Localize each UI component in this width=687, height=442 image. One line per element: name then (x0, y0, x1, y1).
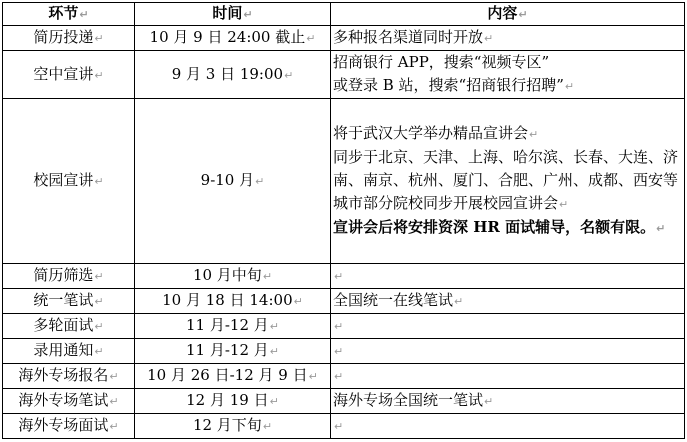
cell-time: 10 月 26 日-12 月 9 日↵ (135, 364, 331, 389)
header-time: 时间↵ (135, 3, 331, 26)
paragraph-mark: ↵ (564, 80, 575, 93)
paragraph-mark: ↵ (255, 175, 265, 188)
cell-stage: 海外专场报名↵ (3, 364, 135, 389)
paragraph-mark: ↵ (262, 270, 273, 283)
paragraph-mark: ↵ (334, 320, 344, 333)
cell-time: 12 月 19 日↵ (135, 389, 331, 414)
cell-content (331, 264, 685, 289)
cell-content: 海外专场全国统一笔试↵ (331, 389, 685, 414)
paragraph-mark: ↵ (269, 395, 279, 408)
cell-content (331, 99, 685, 264)
paragraph-mark: ↵ (308, 370, 318, 383)
paragraph-mark: ↵ (284, 68, 294, 82)
paragraph-mark: ↵ (334, 270, 344, 283)
paragraph-mark: ↵ (484, 32, 494, 45)
paragraph-mark: ↵ (269, 320, 279, 333)
cell-stage: 海外专场面试↵ (3, 414, 135, 439)
table-row (3, 389, 685, 414)
cell-content: 全国统一在线笔试↵ (331, 289, 685, 314)
content-line: 招商银行 APP，搜索“视频专区” (333, 53, 550, 71)
recruitment-schedule-table (2, 2, 685, 439)
table-row (3, 99, 685, 264)
paragraph-mark: ↵ (306, 32, 316, 45)
cell-stage: 空中宣讲↵ (3, 51, 135, 99)
paragraph-mark: ↵ (529, 128, 539, 141)
table-row (3, 26, 685, 51)
table-header-row (3, 3, 685, 26)
cell-content (331, 339, 685, 364)
cell-stage: 校园宣讲↵ (3, 99, 135, 264)
content-line: 或登录 B 站，搜索“招商银行招聘”↵ (333, 76, 575, 94)
paragraph-mark: ↵ (484, 395, 494, 408)
cell-time: 10 月中旬↵ (135, 264, 331, 289)
paragraph-mark: ↵ (243, 8, 253, 21)
cell-time: 11 月-12 月↵ (135, 314, 331, 339)
cell-time: 10 月 18 日 14:00↵ (135, 289, 331, 314)
paragraph-mark: ↵ (518, 8, 528, 21)
cell-stage: 简历筛选↵ (3, 264, 135, 289)
paragraph-mark: ↵ (94, 270, 104, 283)
paragraph-mark: ↵ (334, 420, 344, 433)
table-row (3, 364, 685, 389)
cell-time: 12 月下旬↵ (135, 414, 331, 439)
table-row (3, 414, 685, 439)
paragraph-mark: ↵ (94, 295, 104, 308)
table-row (3, 339, 685, 364)
paragraph-mark: ↵ (94, 32, 104, 45)
paragraph-mark: ↵ (334, 370, 344, 383)
paragraph-mark: ↵ (559, 198, 569, 211)
paragraph-mark: ↵ (109, 395, 119, 408)
cell-content (331, 51, 685, 99)
paragraph-mark: ↵ (79, 8, 89, 21)
content-line: 同步于北京、天津、上海、哈尔滨、长春、大连、济南、南京、杭州、厦门、合肥、广州、成都、西安等城市部分院校同步开展校园宣讲会↵ (333, 148, 679, 212)
paragraph-mark: ↵ (109, 370, 119, 383)
cell-time: 9 月 3 日 19:00↵ (135, 51, 331, 99)
cell-time: 11 月-12 月↵ (135, 339, 331, 364)
paragraph-mark: ↵ (656, 222, 666, 235)
cell-stage: 海外专场笔试↵ (3, 389, 135, 414)
paragraph-mark: ↵ (454, 295, 464, 308)
cell-content (331, 414, 685, 439)
paragraph-mark: ↵ (94, 175, 104, 188)
header-stage: 环节↵ (3, 3, 135, 26)
paragraph-mark: ↵ (109, 420, 119, 433)
cell-stage: 简历投递↵ (3, 26, 135, 51)
cell-stage: 多轮面试↵ (3, 314, 135, 339)
content-bold-note: 宣讲会后将安排资深 HR 面试辅导，名额有限。↵ (333, 218, 666, 236)
content-line: 将于武汉大学举办精品宣讲会↵ (333, 124, 539, 142)
paragraph-mark: ↵ (94, 68, 104, 82)
paragraph-mark: ↵ (293, 295, 303, 308)
cell-content (331, 314, 685, 339)
cell-content (331, 364, 685, 389)
paragraph-mark: ↵ (334, 345, 344, 358)
cell-stage: 统一笔试↵ (3, 289, 135, 314)
paragraph-mark: ↵ (94, 320, 104, 333)
table-row (3, 264, 685, 289)
cell-content: 多种报名渠道同时开放↵ (331, 26, 685, 51)
paragraph-mark: ↵ (94, 345, 104, 358)
cell-time: 9-10 月↵ (135, 99, 331, 264)
cell-time: 10 月 9 日 24:00 截止↵ (135, 26, 331, 51)
header-content: 内容↵ (331, 3, 685, 26)
paragraph-mark: ↵ (262, 420, 273, 433)
paragraph-mark: ↵ (269, 345, 279, 358)
table-body (3, 26, 685, 439)
table-row (3, 51, 685, 99)
table-row (3, 314, 685, 339)
table-row (3, 289, 685, 314)
cell-stage: 录用通知↵ (3, 339, 135, 364)
